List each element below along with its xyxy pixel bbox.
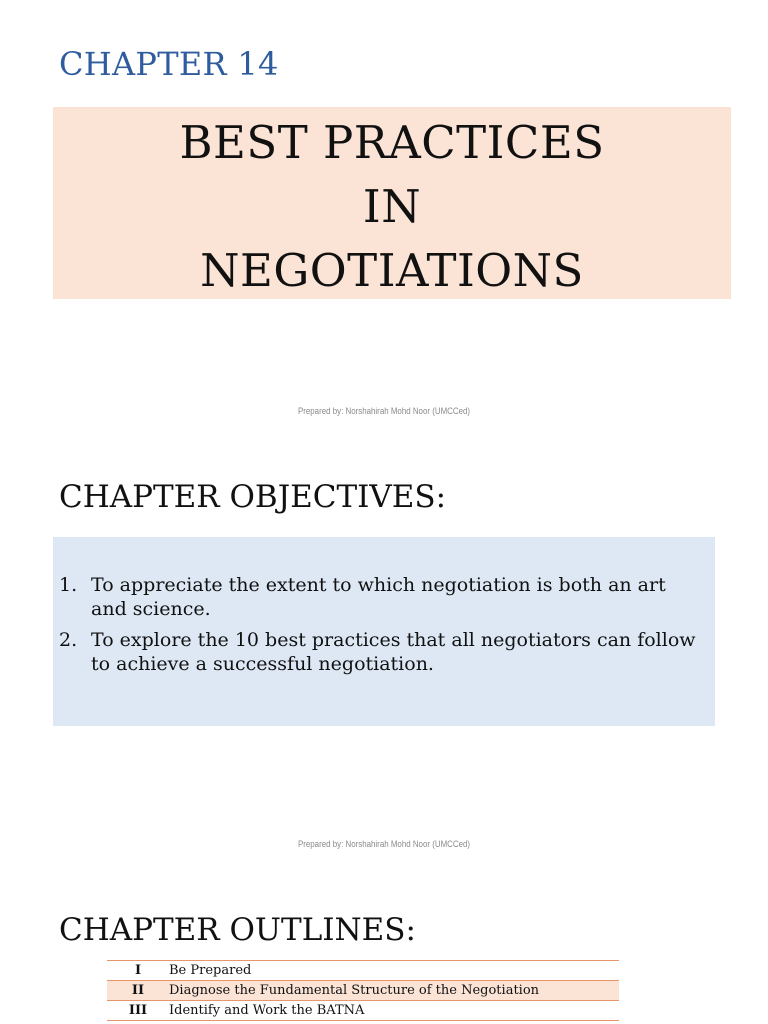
outline-number: II xyxy=(107,981,169,1001)
objective-item xyxy=(59,628,705,676)
outline-row xyxy=(107,961,619,981)
objective-text: To appreciate the extent to which negotiation is both an art and science. xyxy=(91,574,666,620)
objective-number: 1. xyxy=(59,574,78,596)
objectives-heading: CHAPTER OBJECTIVES: xyxy=(59,479,447,515)
outline-number: I xyxy=(107,961,169,981)
objectives-list xyxy=(53,537,715,676)
title-line-1: BEST PRACTICES xyxy=(179,116,605,169)
objective-text: To explore the 10 best practices that all negotiators can follow to achieve a successful negotiation. xyxy=(91,629,696,675)
objective-item xyxy=(59,573,705,621)
title-banner xyxy=(53,107,731,299)
outline-row xyxy=(107,1001,619,1021)
outlines-heading: CHAPTER OUTLINES: xyxy=(59,912,416,948)
objective-number: 2. xyxy=(59,629,78,651)
prepared-by-credit: Prepared by: Norshahirah Mohd Noor (UMCCed) xyxy=(297,406,471,416)
outline-number: III xyxy=(107,1001,169,1021)
outline-text: Identify and Work the BATNA xyxy=(169,1001,619,1021)
outline-text: Be Prepared xyxy=(169,961,619,981)
outline-text: Diagnose the Fundamental Structure of the Negotiation xyxy=(169,981,619,1001)
outline-table xyxy=(107,960,619,1021)
objectives-box xyxy=(53,537,715,726)
prepared-by-credit: Prepared by: Norshahirah Mohd Noor (UMCCed) xyxy=(297,839,471,849)
title-line-3: NEGOTIATIONS xyxy=(200,244,584,297)
title-line-2: IN xyxy=(362,180,422,233)
outline-row xyxy=(107,981,619,1001)
chapter-label: CHAPTER 14 xyxy=(59,45,279,83)
